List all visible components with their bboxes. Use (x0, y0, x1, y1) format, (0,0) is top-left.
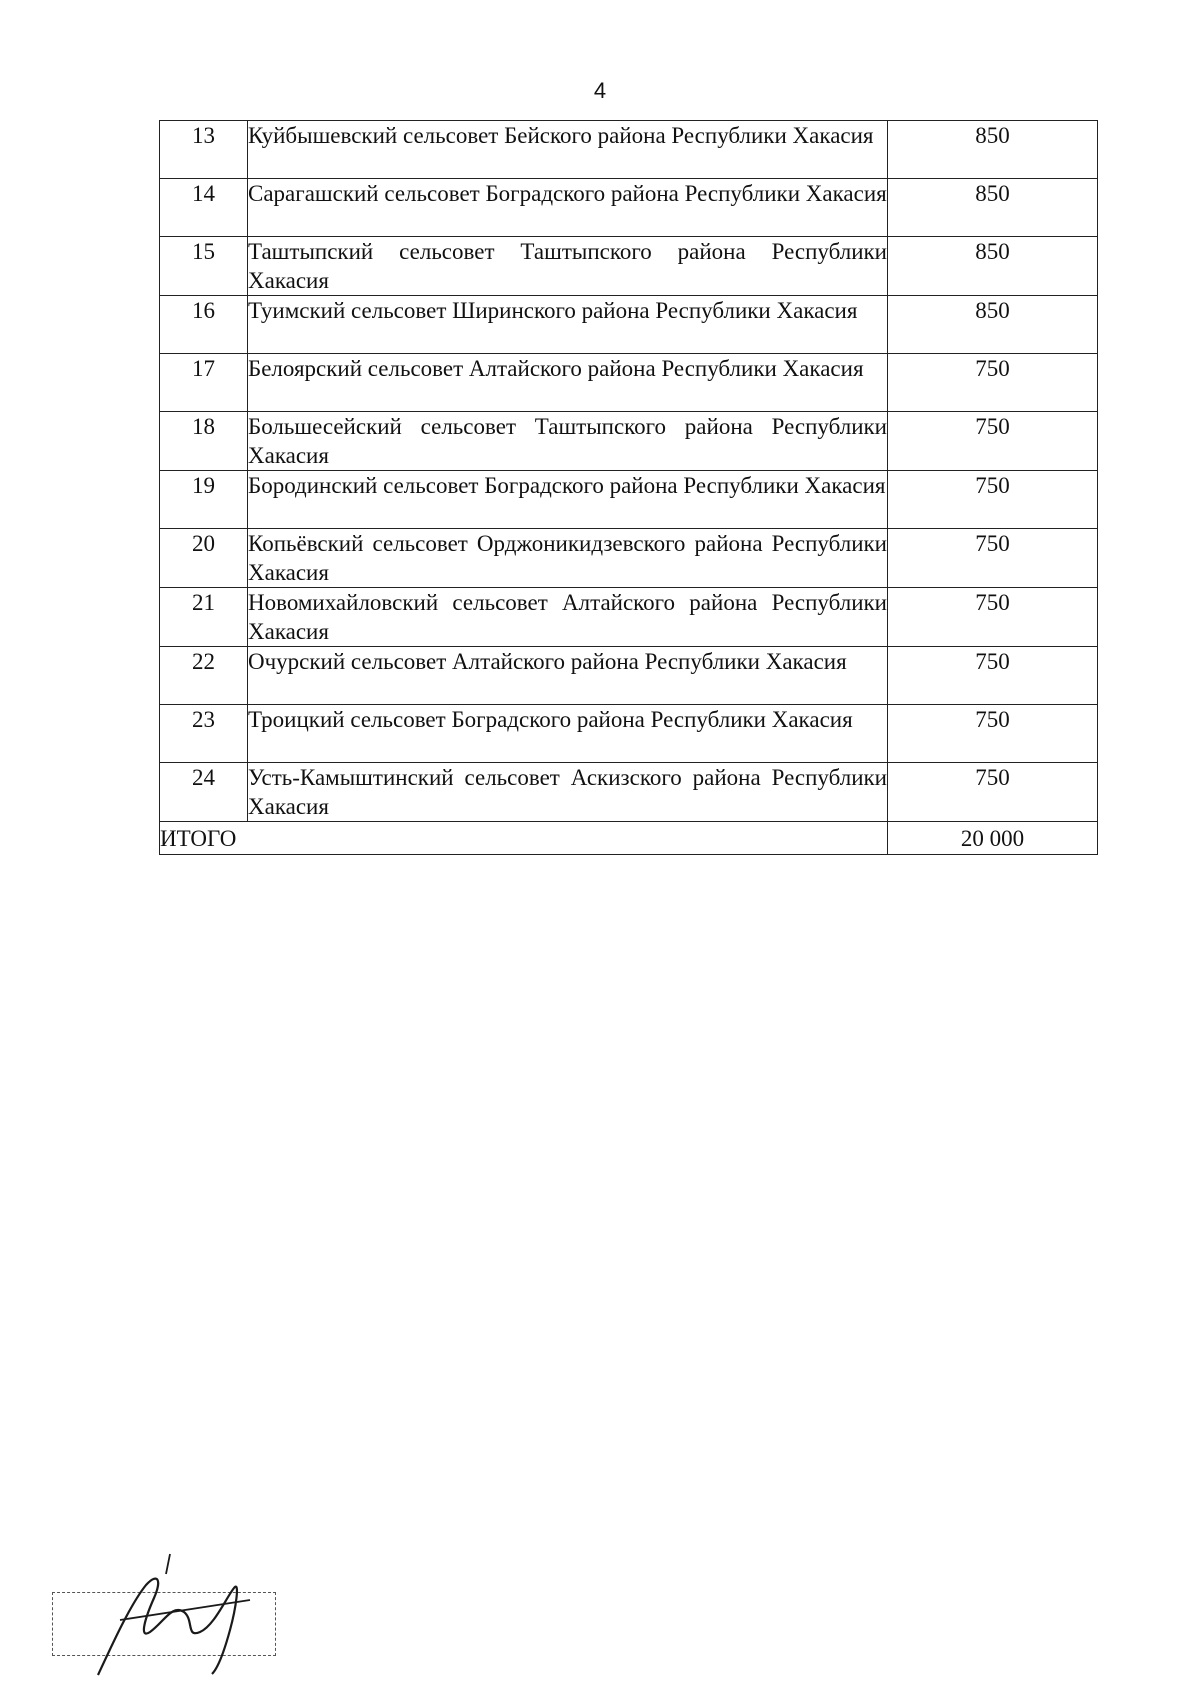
table-row (160, 179, 1098, 237)
stamp-and-signature (50, 1550, 290, 1680)
row-amount: 850 (888, 237, 1098, 296)
table-row (160, 705, 1098, 763)
row-amount: 750 (888, 412, 1098, 471)
row-amount: 850 (888, 121, 1098, 179)
row-number: 21 (160, 588, 248, 647)
allocation-table (159, 120, 1098, 855)
row-name: Бородинский сельсовет Боградского района Республики Хакасия (248, 471, 888, 529)
row-amount: 850 (888, 179, 1098, 237)
total-amount: 20 000 (888, 822, 1098, 855)
row-amount: 750 (888, 354, 1098, 412)
row-name: Большесейский сельсовет Таштыпского района Республики Хакасия (248, 412, 888, 471)
row-number: 15 (160, 237, 248, 296)
row-number: 17 (160, 354, 248, 412)
table-row (160, 647, 1098, 705)
table-row (160, 121, 1098, 179)
table-row (160, 763, 1098, 822)
table-row (160, 529, 1098, 588)
row-name: Туимский сельсовет Ширинского района Республики Хакасия (248, 296, 888, 354)
row-number: 13 (160, 121, 248, 179)
page-number: 4 (593, 78, 607, 103)
row-name: Троицкий сельсовет Боградского района Республики Хакасия (248, 705, 888, 763)
table-row (160, 296, 1098, 354)
table-row (160, 412, 1098, 471)
row-number: 14 (160, 179, 248, 237)
row-number: 22 (160, 647, 248, 705)
row-name: Белоярский сельсовет Алтайского района Республики Хакасия (248, 354, 888, 412)
row-amount: 850 (888, 296, 1098, 354)
row-number: 18 (160, 412, 248, 471)
table-row (160, 354, 1098, 412)
table-row (160, 588, 1098, 647)
row-name: Куйбышевский сельсовет Бейского района Республики Хакасия (248, 121, 888, 179)
row-number: 16 (160, 296, 248, 354)
row-number: 20 (160, 529, 248, 588)
total-label: ИТОГО (160, 822, 888, 855)
row-number: 24 (160, 763, 248, 822)
row-name: Очурский сельсовет Алтайского района Республики Хакасия (248, 647, 888, 705)
table-row (160, 237, 1098, 296)
row-name: Новомихайловский сельсовет Алтайского района Республики Хакасия (248, 588, 888, 647)
row-amount: 750 (888, 529, 1098, 588)
table-row (160, 471, 1098, 529)
row-amount: 750 (888, 471, 1098, 529)
signature-icon (50, 1550, 290, 1680)
row-name: Таштыпский сельсовет Таштыпского района Республики Хакасия (248, 237, 888, 296)
row-amount: 750 (888, 647, 1098, 705)
row-number: 23 (160, 705, 248, 763)
total-row (160, 822, 1098, 855)
row-name: Копьёвский сельсовет Орджоникидзевского района Республики Хакасия (248, 529, 888, 588)
row-amount: 750 (888, 588, 1098, 647)
row-name: Усть-Камыштинский сельсовет Аскизского района Республики Хакасия (248, 763, 888, 822)
row-amount: 750 (888, 763, 1098, 822)
row-number: 19 (160, 471, 248, 529)
row-amount: 750 (888, 705, 1098, 763)
row-name: Сарагашский сельсовет Боградского района Республики Хакасия (248, 179, 888, 237)
